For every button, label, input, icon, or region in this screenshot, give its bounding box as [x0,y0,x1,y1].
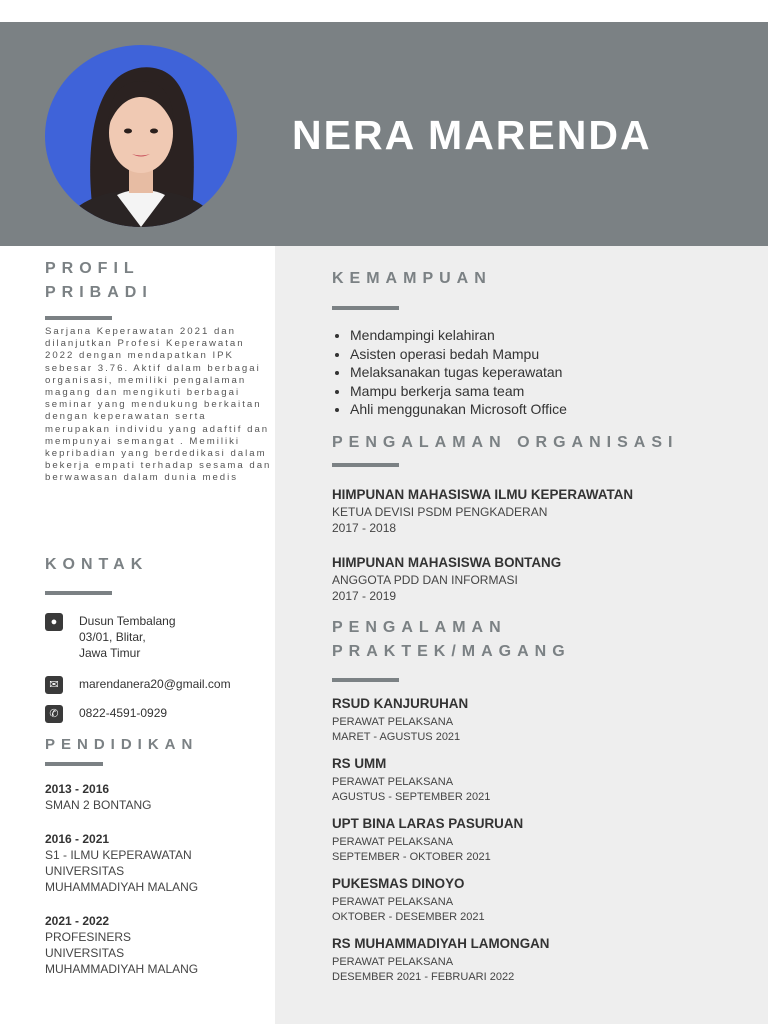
header-banner [0,22,768,246]
practice-item [332,755,752,805]
practice-item [332,695,752,745]
skills-divider [332,306,399,310]
practice-role: PERAWAT PELAKSANA [332,836,454,848]
practice-item [332,935,752,985]
practice-period: DESEMBER 2021 - FEBRUARI 2022 [332,971,515,983]
email-link[interactable]: marendanera20@gmail.com [79,677,231,691]
organization-item [332,486,752,536]
organization-divider [332,463,399,467]
organization-name: HIMPUNAN MAHASISWA ILMU KEPERAWATAN [332,487,634,502]
profile-text: Sarjana Keperawatan 2021 dan dilanjutkan Profesi Keperawatan 2022 dengan mendapatkan IPK sebesar 3.76. Aktif dalam berbagai organisasi, memiliki pengalaman magang dan mengikuti berbagai seminar yang mendukung berkaitan dengan keperawatan serta merupakan individu yang adaftif dan mempunyai semangat . Memiliki kepribadian yang berdedikasi dalam bekerja empati terhadap sesama dan berwawasan dalam dunia medis [45,326,272,484]
practice-place: RS MUHAMMADIYAH LAMONGAN [332,936,550,951]
phone-text: 0822-4591-0929 [79,706,168,720]
practice-place: PUKESMAS DINOYO [332,876,465,891]
skills-list [332,326,567,419]
practice-period: OKTOBER - DESEMBER 2021 [332,911,485,923]
practice-place: UPT BINA LARAS PASURUAN [332,816,524,831]
education-school: PROFESINERS UNIVERSITAS MUHAMMADIYAH MALANG [45,930,199,976]
address-text: Dusun Tembalang 03/01, Blitar, Jawa Timur [79,614,176,660]
practice-period: AGUSTUS - SEPTEMBER 2021 [332,791,491,803]
practice-item [332,815,752,865]
practice-period: MARET - AGUSTUS 2021 [332,731,461,743]
skill-item: • Asisten operasi bedah Mampu [350,345,567,364]
contact-phone [45,705,167,723]
portrait-illustration [45,45,237,227]
contact-email [45,676,231,694]
skill-item: • Mendampingi kelahiran [350,326,567,345]
practice-place: RS UMM [332,756,387,771]
profile-title: PROFIL PRIBADI [45,260,153,301]
education-school: SMAN 2 BONTANG [45,798,152,812]
practice-period: SEPTEMBER - OKTOBER 2021 [332,851,491,863]
profile-photo [45,45,237,227]
skill-item: • Ahli menggunakan Microsoft Office [350,400,567,419]
skill-item: • Mampu berkerja sama team [350,382,567,401]
practice-place: RSUD KANJURUHAN [332,696,469,711]
envelope-icon: ✉ [45,676,63,694]
practice-item [332,875,752,925]
organization-role: KETUA DEVISI PSDM PENGKADERAN [332,505,548,519]
left-column [0,246,275,1024]
organization-role: ANGGOTA PDD DAN INFORMASI [332,573,518,587]
right-column [275,246,768,1024]
contact-address [45,613,176,661]
organization-years: 2017 - 2019 [332,589,397,603]
education-title: PENDIDIKAN [45,736,199,753]
candidate-name: NERA MARENDA [292,112,652,158]
practice-role: PERAWAT PELAKSANA [332,896,454,908]
organization-item [332,554,752,604]
practice-role: PERAWAT PELAKSANA [332,716,454,728]
education-years: 2021 - 2022 [45,914,110,928]
practice-title: PENGALAMAN PRAKTEK/MAGANG [332,619,571,660]
education-item [45,913,270,977]
education-item [45,831,270,895]
practice-role: PERAWAT PELAKSANA [332,776,454,788]
education-years: 2013 - 2016 [45,782,110,796]
map-pin-icon: ● [45,613,63,631]
education-school: S1 - ILMU KEPERAWATAN UNIVERSITAS MUHAMMADIYAH MALANG [45,848,199,894]
contact-title: KONTAK [45,556,149,573]
phone-icon: ✆ [45,705,63,723]
education-years: 2016 - 2021 [45,832,110,846]
skills-title: KEMAMPUAN [332,270,492,287]
practice-role: PERAWAT PELAKSANA [332,956,454,968]
organization-years: 2017 - 2018 [332,521,397,535]
organization-title: PENGALAMAN ORGANISASI [332,434,679,451]
skill-item: • Melaksanakan tugas keperawatan [350,363,567,382]
practice-divider [332,678,399,682]
education-item [45,781,270,813]
contact-divider [45,591,112,595]
education-divider [45,762,103,766]
profile-divider [45,316,112,320]
organization-name: HIMPUNAN MAHASISWA BONTANG [332,555,562,570]
